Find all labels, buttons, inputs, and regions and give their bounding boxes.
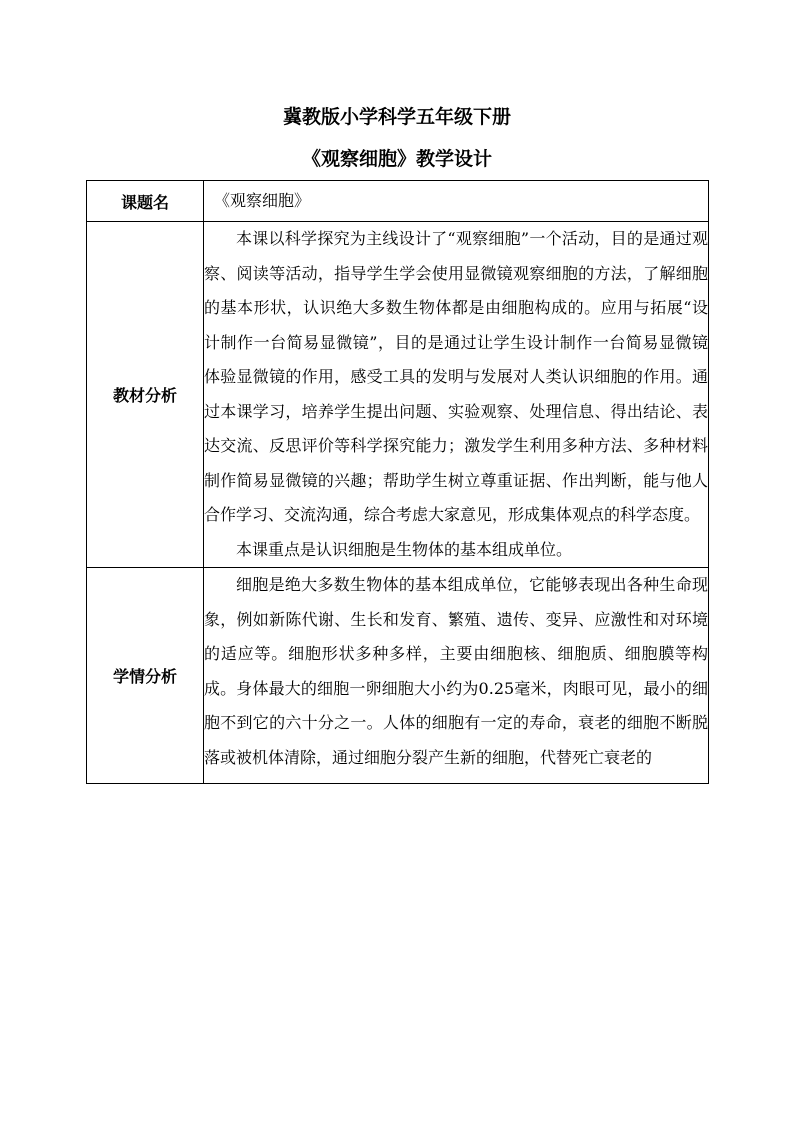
textbook-analysis-paragraph-1: 本课以科学探究为主线设计了“观察细胞”一个活动，目的是通过观察、阅读等活动，指导学生学会使用显微镜观察细胞的方法，了解细胞的基本形状，认识绝大多数生物体都是由细胞构成的。应用与拓展“设计制作一台简易显微镜”，目的是通过让学生设计制作一台简易显微镜 体验显微镜的作用，感受工具的发明与发展对人类认识细胞的作用。通过本课学习，培养学生提出问题、实验观察、处理信息、得出结论、表达交流、反思评价等科学探究能力；激发学生利用多种方法、多种材料制作简易显微镜的兴趣；帮助学生树立尊重证据、作出判断，能与他人合作学习、交流沟通，综合考虑大家意见，形成集体观点的科学态度。 bbox=[204, 229, 708, 524]
textbook-analysis-paragraph-2: 本课重点是认识细胞是生物体的基本组成单位。 bbox=[236, 539, 573, 559]
cell-textbook-analysis bbox=[204, 222, 709, 568]
lesson-design-table bbox=[86, 180, 709, 784]
cell-bottom-spacer bbox=[204, 775, 708, 783]
document-title: 冀教版小学科学五年级下册 bbox=[282, 106, 511, 128]
table-row-student-analysis bbox=[87, 568, 709, 784]
label-student-analysis: 学情分析 bbox=[87, 568, 204, 784]
label-textbook-analysis: 教材分析 bbox=[87, 222, 204, 568]
cell-student-analysis bbox=[204, 568, 709, 784]
student-analysis-paragraph-1: 细胞是绝大多数生物体的基本组成单位，它能够表现出各种生命现象，例如新陈代谢、生长和发育、繁殖、遗传、变异、应激性和对环境的适应等。细胞形状多种多样，主要由细胞核、细胞质、细胞膜等构成。身体最大的细胞一卵细胞大小约为0.25毫米，肉眼可见，最小的细胞不到它的六十分之一。人体的细胞有一定的寿命，衰老的细胞不断脱落或被机体清除，通过细胞分裂产生新的细胞，代替死亡衰老的 bbox=[204, 575, 708, 767]
table-row-textbook-analysis bbox=[87, 222, 709, 568]
document-subtitle: 《观察细胞》教学设计 bbox=[301, 148, 492, 170]
cell-topic-name bbox=[204, 181, 709, 222]
label-topic-name: 课题名 bbox=[87, 181, 204, 222]
table-row-topic bbox=[87, 181, 709, 222]
topic-name-text: 《观察细胞》 bbox=[214, 191, 311, 210]
